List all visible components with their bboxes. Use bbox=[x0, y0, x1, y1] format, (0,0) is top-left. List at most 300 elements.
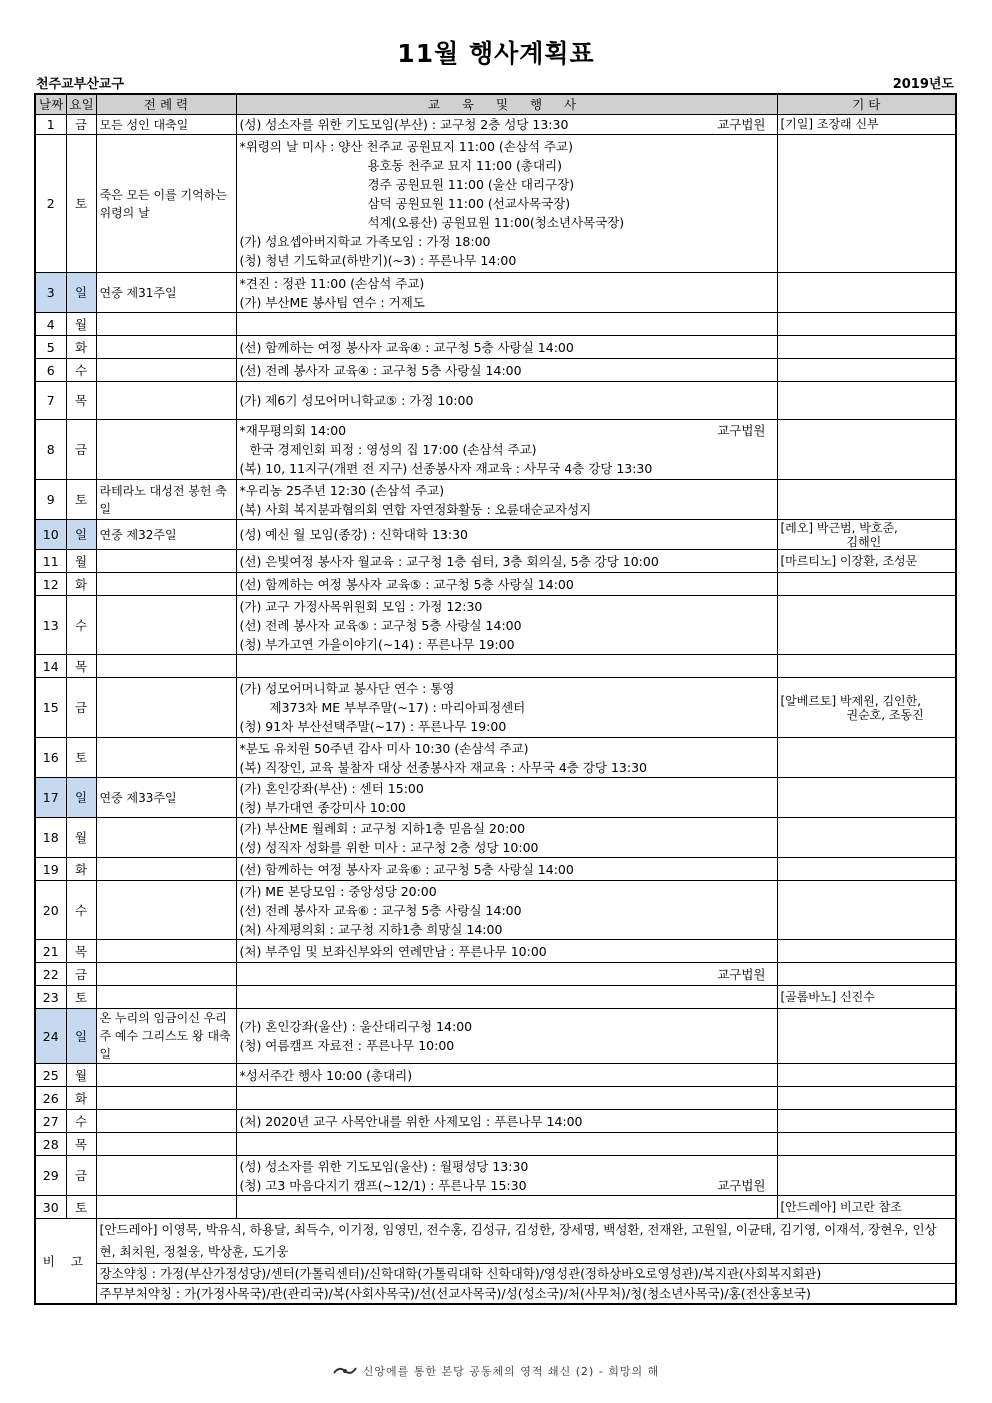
date-cell: 16 bbox=[35, 738, 66, 778]
date-cell: 18 bbox=[35, 818, 66, 858]
weekday-cell: 토 bbox=[66, 480, 96, 520]
liturgy-cell bbox=[96, 986, 236, 1009]
event-line bbox=[240, 361, 774, 380]
liturgy-cell bbox=[96, 1196, 236, 1219]
header-day: 요일 bbox=[66, 94, 96, 115]
table-row bbox=[35, 273, 956, 313]
weekday-cell: 금 bbox=[66, 115, 96, 135]
remark-text bbox=[781, 521, 953, 549]
event-text: (청) 고3 마음다지기 캠프(~12/1) : 푸른나무 15:30 bbox=[239, 1177, 527, 1193]
event-text: (복) 직장인, 교육 불참자 대상 선종봉사자 재교육 : 사무국 4층 강당 13:30 bbox=[239, 759, 647, 775]
liturgy-cell bbox=[96, 881, 236, 940]
event-text: (가) 성요셉아버지학교 가족모임 : 가정 18:00 bbox=[239, 234, 491, 249]
liturgy-cell bbox=[96, 359, 236, 382]
liturgy-cell bbox=[96, 382, 236, 420]
event-line bbox=[240, 1017, 774, 1036]
date-cell: 19 bbox=[35, 858, 66, 881]
event-right-note: 교구법원 bbox=[717, 423, 766, 438]
events-cell bbox=[236, 1064, 777, 1087]
event-line bbox=[240, 819, 774, 838]
date-cell: 26 bbox=[35, 1087, 66, 1110]
event-text: 한국 경제인회 피정 : 영성의 집 17:00 (손삼석 주교) bbox=[249, 442, 537, 457]
schedule-table bbox=[34, 93, 957, 1305]
remark-line: [레오] 박근범, 박호준, bbox=[780, 520, 898, 535]
liturgy-cell bbox=[96, 1064, 236, 1087]
header-events: 교 육 및 행 사 bbox=[236, 94, 777, 115]
date-cell: 5 bbox=[35, 336, 66, 359]
remarks-cell bbox=[777, 596, 956, 655]
event-line bbox=[240, 525, 774, 544]
remarks-cell bbox=[777, 520, 956, 550]
event-line bbox=[240, 459, 774, 478]
remarks-cell bbox=[777, 655, 956, 678]
weekday-cell: 수 bbox=[66, 596, 96, 655]
table-row bbox=[35, 858, 956, 881]
events-cell bbox=[236, 1133, 777, 1156]
event-text: 용호동 천주교 묘지 11:00 (총대리) bbox=[367, 158, 562, 173]
remark-line: [골롬바노] 신진수 bbox=[780, 989, 875, 1004]
event-text: *재무평의회 14:00 bbox=[239, 423, 347, 438]
remarks-cell bbox=[777, 359, 956, 382]
event-right-note: 교구법원 bbox=[717, 966, 766, 982]
event-line bbox=[240, 1066, 774, 1085]
event-line bbox=[240, 1176, 774, 1195]
weekday-cell: 화 bbox=[66, 858, 96, 881]
event-line bbox=[240, 901, 774, 920]
weekday-cell: 수 bbox=[66, 881, 96, 940]
liturgy-cell: 연중 제33주일 bbox=[96, 778, 236, 818]
date-cell: 6 bbox=[35, 359, 66, 382]
event-line bbox=[240, 882, 774, 901]
event-line bbox=[240, 251, 774, 270]
diocese-logo-icon bbox=[333, 1365, 357, 1380]
event-text: (성) 성소자를 위한 기도모임(울산) : 월평성당 13:30 bbox=[239, 1158, 529, 1174]
remarks-cell bbox=[777, 135, 956, 273]
event-line bbox=[240, 175, 774, 194]
event-text: (가) 혼인강좌(부산) : 센터 15:00 bbox=[239, 780, 424, 796]
event-text: (가) 혼인강좌(울산) : 울산대리구청 14:00 bbox=[239, 1019, 473, 1034]
remark-text bbox=[781, 988, 953, 1007]
liturgy-cell: 온 누리의 임금이신 우리 주 예수 그리스도 왕 대축일 bbox=[96, 1009, 236, 1064]
weekday-cell: 월 bbox=[66, 818, 96, 858]
organization-name: 천주교부산교구 bbox=[36, 77, 124, 92]
date-cell: 8 bbox=[35, 420, 66, 480]
table-row bbox=[35, 1110, 956, 1133]
weekday-cell: 목 bbox=[66, 940, 96, 963]
event-line bbox=[240, 338, 774, 357]
events-cell bbox=[236, 273, 777, 313]
date-cell: 27 bbox=[35, 1110, 66, 1133]
table-row bbox=[35, 336, 956, 359]
table-row bbox=[35, 986, 956, 1009]
remarks-cell bbox=[777, 1110, 956, 1133]
liturgy-cell bbox=[96, 336, 236, 359]
event-line bbox=[240, 293, 774, 312]
weekday-cell: 월 bbox=[66, 1064, 96, 1087]
liturgy-cell: 모든 성인 대축일 bbox=[96, 115, 236, 135]
remarks-cell bbox=[777, 940, 956, 963]
table-row bbox=[35, 359, 956, 382]
event-right-note: 교구법원 bbox=[717, 1177, 766, 1193]
table-row bbox=[35, 738, 956, 778]
event-text: *견진 : 정관 11:00 (손삼석 주교) bbox=[239, 275, 425, 291]
event-text: 삼덕 공원묘원 11:00 (선교사목국장) bbox=[367, 196, 571, 211]
event-line bbox=[240, 481, 774, 500]
remark-line: [마르티노] 이장환, 조성문 bbox=[780, 553, 918, 568]
remarks-cell bbox=[777, 1196, 956, 1219]
remark-line: 김해인 bbox=[846, 534, 882, 549]
remarks-cell bbox=[777, 678, 956, 738]
table-row bbox=[35, 520, 956, 550]
notes-row-andrea bbox=[35, 1219, 956, 1264]
event-text: (선) 은빛여정 봉사자 월교육 : 교구청 1층 쉼터, 3층 회의실, 5층 강당 10:00 bbox=[239, 553, 659, 569]
remarks-cell bbox=[777, 420, 956, 480]
event-line bbox=[240, 616, 774, 635]
remarks-cell bbox=[777, 382, 956, 420]
table-row bbox=[35, 678, 956, 738]
footer-text: 신앙에를 통한 본당 공동체의 영적 쇄신 (2) - 희망의 해 bbox=[362, 1365, 660, 1378]
weekday-cell: 수 bbox=[66, 359, 96, 382]
liturgy-cell bbox=[96, 963, 236, 986]
remark-line: 권순호, 조동진 bbox=[846, 707, 924, 722]
notes-offices: 주무부처약칭 : 가(가정사목국)/관(관리국)/복(사회사목국)/선(선교사목국)/성(성소국)/처(사무처)/청(청소년사목국)/홍(전산홍보국) bbox=[96, 1284, 956, 1305]
event-text: (가) 성모어머니학교 봉사단 연수 : 통영 bbox=[239, 681, 455, 696]
date-cell: 4 bbox=[35, 313, 66, 336]
date-cell: 11 bbox=[35, 550, 66, 573]
event-text: (선) 전례 봉사자 교육④ : 교구청 5층 사랑실 14:00 bbox=[239, 362, 522, 378]
events-cell bbox=[236, 655, 777, 678]
liturgy-cell: 연중 제32주일 bbox=[96, 520, 236, 550]
weekday-cell: 목 bbox=[66, 1133, 96, 1156]
events-cell bbox=[236, 858, 777, 881]
events-cell bbox=[236, 420, 777, 480]
event-line bbox=[240, 717, 774, 736]
remarks-cell bbox=[777, 573, 956, 596]
events-cell bbox=[236, 313, 777, 336]
event-text: (가) 제6기 성모어머니학교⑤ : 가정 10:00 bbox=[239, 393, 474, 408]
liturgy-cell: 라테라노 대성전 봉헌 축일 bbox=[96, 480, 236, 520]
events-cell bbox=[236, 778, 777, 818]
event-line bbox=[240, 274, 774, 293]
events-cell bbox=[236, 1110, 777, 1133]
event-text: (복) 10, 11지구(개편 전 지구) 선종봉사자 재교육 : 사무국 4층 강당 13:30 bbox=[239, 461, 653, 476]
event-line bbox=[240, 635, 774, 654]
events-cell bbox=[236, 1087, 777, 1110]
header-liturgy: 전 례 력 bbox=[96, 94, 236, 115]
events-cell bbox=[236, 1009, 777, 1064]
notes-andrea: [안드레아] 이영묵, 박유식, 하용달, 최득수, 이기정, 임영민, 전수홍, 김성규, 김성한, 장세명, 백성환, 전재완, 고원일, 이균태, 김기영, 이재석, 장현우, 인상현, 최치원, 정철웅, 박상훈, 도기웅 bbox=[96, 1219, 956, 1264]
date-cell: 1 bbox=[35, 115, 66, 135]
remarks-cell bbox=[777, 336, 956, 359]
event-line bbox=[240, 1112, 774, 1131]
date-cell: 22 bbox=[35, 963, 66, 986]
event-text: (청) 부가대연 종강미사 10:00 bbox=[239, 799, 406, 815]
event-line bbox=[240, 798, 774, 817]
events-cell bbox=[236, 359, 777, 382]
date-cell: 2 bbox=[35, 135, 66, 273]
table-row bbox=[35, 480, 956, 520]
event-line bbox=[240, 758, 774, 777]
table-row bbox=[35, 963, 956, 986]
remarks-cell bbox=[777, 986, 956, 1009]
liturgy-cell bbox=[96, 738, 236, 778]
weekday-cell: 토 bbox=[66, 986, 96, 1009]
event-text: (가) 교구 가정사목위원회 모임 : 가정 12:30 bbox=[239, 598, 483, 614]
weekday-cell: 목 bbox=[66, 382, 96, 420]
event-line bbox=[240, 1157, 774, 1176]
weekday-cell: 목 bbox=[66, 655, 96, 678]
events-cell bbox=[236, 573, 777, 596]
liturgy-cell bbox=[96, 573, 236, 596]
table-row bbox=[35, 1196, 956, 1219]
date-cell: 17 bbox=[35, 778, 66, 818]
event-line bbox=[240, 860, 774, 879]
weekday-cell: 금 bbox=[66, 963, 96, 986]
remarks-cell bbox=[777, 738, 956, 778]
event-text: (처) 사제평의회 : 교구청 지하1층 희망실 14:00 bbox=[239, 921, 503, 937]
table-row bbox=[35, 573, 956, 596]
table-row bbox=[35, 655, 956, 678]
events-cell bbox=[236, 963, 777, 986]
event-text: (처) 부주임 및 보좌신부와의 연례만남 : 푸른나무 10:00 bbox=[239, 943, 547, 959]
table-row bbox=[35, 1133, 956, 1156]
events-cell bbox=[236, 115, 777, 135]
weekday-cell: 토 bbox=[66, 738, 96, 778]
weekday-cell: 월 bbox=[66, 313, 96, 336]
table-header-row bbox=[35, 94, 956, 115]
events-cell bbox=[236, 336, 777, 359]
schedule-body bbox=[35, 115, 956, 1219]
date-cell: 9 bbox=[35, 480, 66, 520]
event-line bbox=[240, 500, 774, 519]
weekday-cell: 금 bbox=[66, 678, 96, 738]
remark-line: [알베르토] 박제원, 김인한, bbox=[780, 693, 922, 708]
liturgy-cell bbox=[96, 818, 236, 858]
liturgy-cell bbox=[96, 1156, 236, 1196]
table-row bbox=[35, 778, 956, 818]
date-cell: 15 bbox=[35, 678, 66, 738]
events-cell bbox=[236, 678, 777, 738]
events-cell bbox=[236, 550, 777, 573]
event-text: (복) 사회 복지분과협의회 연합 자연정화활동 : 오륜대순교자성지 bbox=[239, 501, 592, 517]
remarks-cell bbox=[777, 881, 956, 940]
weekday-cell: 토 bbox=[66, 1196, 96, 1219]
event-text: *위령의 날 미사 : 양산 천주교 공원묘지 11:00 (손삼석 주교) bbox=[239, 139, 573, 154]
date-cell: 13 bbox=[35, 596, 66, 655]
date-cell: 24 bbox=[35, 1009, 66, 1064]
remark-text bbox=[781, 694, 953, 722]
event-text: (선) 함께하는 여정 봉사자 교육④ : 교구청 5층 사랑실 14:00 bbox=[239, 339, 574, 355]
weekday-cell: 토 bbox=[66, 135, 96, 273]
event-text: (처) 2020년 교구 사목안내를 위한 사제모임 : 푸른나무 14:00 bbox=[239, 1113, 583, 1129]
event-text: 제373차 ME 부부주말(~17) : 마리아피정센터 bbox=[269, 700, 526, 715]
liturgy-cell bbox=[96, 940, 236, 963]
events-cell bbox=[236, 520, 777, 550]
event-line bbox=[240, 156, 774, 175]
event-line bbox=[240, 137, 774, 156]
remark-text bbox=[781, 1198, 953, 1217]
remarks-cell bbox=[777, 963, 956, 986]
event-text: (성) 성소자를 위한 기도모임(부산) : 교구청 2층 성당 13:30 bbox=[239, 117, 569, 132]
event-line bbox=[240, 232, 774, 251]
event-text: *우리농 25주년 12:30 (손삼석 주교) bbox=[239, 482, 445, 498]
liturgy-cell bbox=[96, 858, 236, 881]
event-line bbox=[240, 115, 774, 134]
event-text: (가) 부산ME 월례회 : 교구청 지하1층 믿음실 20:00 bbox=[239, 820, 526, 836]
event-line bbox=[240, 391, 774, 410]
event-text: (선) 전례 봉사자 교육⑤ : 교구청 5층 사랑실 14:00 bbox=[239, 617, 522, 633]
event-text: (선) 전례 봉사자 교육⑥ : 교구청 5층 사랑실 14:00 bbox=[239, 902, 522, 918]
weekday-cell: 금 bbox=[66, 1156, 96, 1196]
table-row bbox=[35, 881, 956, 940]
table-row bbox=[35, 382, 956, 420]
events-cell bbox=[236, 986, 777, 1009]
weekday-cell: 월 bbox=[66, 550, 96, 573]
weekday-cell: 화 bbox=[66, 573, 96, 596]
date-cell: 30 bbox=[35, 1196, 66, 1219]
date-cell: 7 bbox=[35, 382, 66, 420]
table-row bbox=[35, 135, 956, 273]
remarks-cell bbox=[777, 313, 956, 336]
event-line bbox=[240, 920, 774, 939]
event-text: 경주 공원묘원 11:00 (울산 대리구장) bbox=[367, 177, 575, 192]
event-line bbox=[240, 213, 774, 232]
event-line bbox=[240, 440, 774, 459]
remarks-cell bbox=[777, 818, 956, 858]
date-cell: 29 bbox=[35, 1156, 66, 1196]
event-line bbox=[240, 838, 774, 857]
table-row bbox=[35, 818, 956, 858]
event-line bbox=[240, 698, 774, 717]
weekday-cell: 금 bbox=[66, 420, 96, 480]
weekday-cell: 수 bbox=[66, 1110, 96, 1133]
footer bbox=[0, 1363, 992, 1380]
remarks-cell bbox=[777, 1009, 956, 1064]
remark-text bbox=[781, 552, 953, 571]
liturgy-cell bbox=[96, 1110, 236, 1133]
events-cell bbox=[236, 135, 777, 273]
events-cell bbox=[236, 1156, 777, 1196]
date-cell: 23 bbox=[35, 986, 66, 1009]
notes-places: 장소약칭 : 가정(부산가정성당)/센터(가톨릭센터)/신학대학(가톨릭대학 신학대학)/영성관(정하상바오로영성관)/복지관(사회복지회관) bbox=[96, 1264, 956, 1284]
events-cell bbox=[236, 382, 777, 420]
notes-row-places bbox=[35, 1264, 956, 1284]
date-cell: 20 bbox=[35, 881, 66, 940]
remarks-cell bbox=[777, 1087, 956, 1110]
weekday-cell: 화 bbox=[66, 336, 96, 359]
table-row bbox=[35, 940, 956, 963]
event-text: (청) 청년 기도학교(하반기)(~3) : 푸른나무 14:00 bbox=[239, 253, 517, 268]
events-cell bbox=[236, 818, 777, 858]
event-text: (성) 예신 월 모임(종강) : 신학대학 13:30 bbox=[239, 527, 468, 542]
table-row bbox=[35, 1087, 956, 1110]
liturgy-cell bbox=[96, 550, 236, 573]
liturgy-cell bbox=[96, 678, 236, 738]
date-cell: 14 bbox=[35, 655, 66, 678]
liturgy-cell bbox=[96, 420, 236, 480]
events-cell bbox=[236, 1196, 777, 1219]
event-right-note: 교구법원 bbox=[717, 117, 766, 132]
event-text: (가) 부산ME 봉사팀 연수 : 거제도 bbox=[239, 294, 425, 310]
event-line bbox=[240, 779, 774, 798]
table-row bbox=[35, 596, 956, 655]
event-text: (선) 함께하는 여정 봉사자 교육⑥ : 교구청 5층 사랑실 14:00 bbox=[239, 861, 574, 877]
date-cell: 28 bbox=[35, 1133, 66, 1156]
events-cell bbox=[236, 738, 777, 778]
remark-line: [기일] 조장래 신부 bbox=[780, 117, 879, 131]
date-cell: 25 bbox=[35, 1064, 66, 1087]
table-row bbox=[35, 115, 956, 135]
event-line bbox=[240, 679, 774, 698]
date-cell: 10 bbox=[35, 520, 66, 550]
event-text: (가) ME 본당모임 : 중앙성당 20:00 bbox=[239, 883, 437, 899]
event-text: (청) 91차 부산선택주말(~17) : 푸른나무 19:00 bbox=[239, 719, 507, 734]
remark-text bbox=[781, 115, 953, 134]
events-cell bbox=[236, 480, 777, 520]
events-cell bbox=[236, 940, 777, 963]
remarks-cell bbox=[777, 550, 956, 573]
table-row bbox=[35, 550, 956, 573]
liturgy-cell bbox=[96, 1133, 236, 1156]
event-text: 석계(오룡산) 공원묘원 11:00(청소년사목국장) bbox=[367, 215, 625, 230]
notes-row-offices bbox=[35, 1284, 956, 1305]
event-text: (성) 성직자 성화를 위한 미사 : 교구청 2층 성당 10:00 bbox=[239, 839, 539, 855]
event-line bbox=[240, 942, 774, 961]
liturgy-cell bbox=[96, 596, 236, 655]
event-line bbox=[240, 597, 774, 616]
remarks-cell bbox=[777, 1133, 956, 1156]
events-cell bbox=[236, 596, 777, 655]
header-date: 날짜 bbox=[35, 94, 66, 115]
table-row bbox=[35, 420, 956, 480]
liturgy-cell bbox=[96, 1087, 236, 1110]
event-text: (청) 부가고연 가을이야기(~14) : 푸른나무 19:00 bbox=[239, 636, 515, 652]
event-line bbox=[240, 552, 774, 571]
remarks-cell bbox=[777, 1156, 956, 1196]
event-text: *성서주간 행사 10:00 (총대리) bbox=[239, 1067, 413, 1083]
event-line bbox=[240, 739, 774, 758]
event-line bbox=[240, 1036, 774, 1055]
remarks-cell bbox=[777, 858, 956, 881]
date-cell: 12 bbox=[35, 573, 66, 596]
weekday-cell: 일 bbox=[66, 1009, 96, 1064]
events-cell bbox=[236, 881, 777, 940]
liturgy-cell: 죽은 모든 이를 기억하는 위령의 날 bbox=[96, 135, 236, 273]
table-row bbox=[35, 1009, 956, 1064]
weekday-cell: 화 bbox=[66, 1087, 96, 1110]
remarks-cell bbox=[777, 1064, 956, 1087]
remarks-cell bbox=[777, 480, 956, 520]
liturgy-cell: 연중 제31주일 bbox=[96, 273, 236, 313]
notes-label: 비 고 bbox=[35, 1219, 96, 1305]
event-line bbox=[240, 575, 774, 594]
table-row bbox=[35, 1064, 956, 1087]
table-row bbox=[35, 1156, 956, 1196]
event-text: (선) 함께하는 여정 봉사자 교육⑤ : 교구청 5층 사랑실 14:00 bbox=[239, 576, 574, 592]
weekday-cell: 일 bbox=[66, 520, 96, 550]
event-line bbox=[240, 194, 774, 213]
remarks-cell bbox=[777, 115, 956, 135]
liturgy-cell bbox=[96, 655, 236, 678]
remarks-cell bbox=[777, 273, 956, 313]
event-text: *분도 유치원 50주년 감사 미사 10:30 (손삼석 주교) bbox=[239, 740, 529, 756]
weekday-cell: 일 bbox=[66, 273, 96, 313]
header-other: 기 타 bbox=[777, 94, 956, 115]
weekday-cell: 일 bbox=[66, 778, 96, 818]
event-line bbox=[240, 421, 774, 440]
liturgy-cell bbox=[96, 313, 236, 336]
year-label: 2019년도 bbox=[892, 77, 954, 92]
